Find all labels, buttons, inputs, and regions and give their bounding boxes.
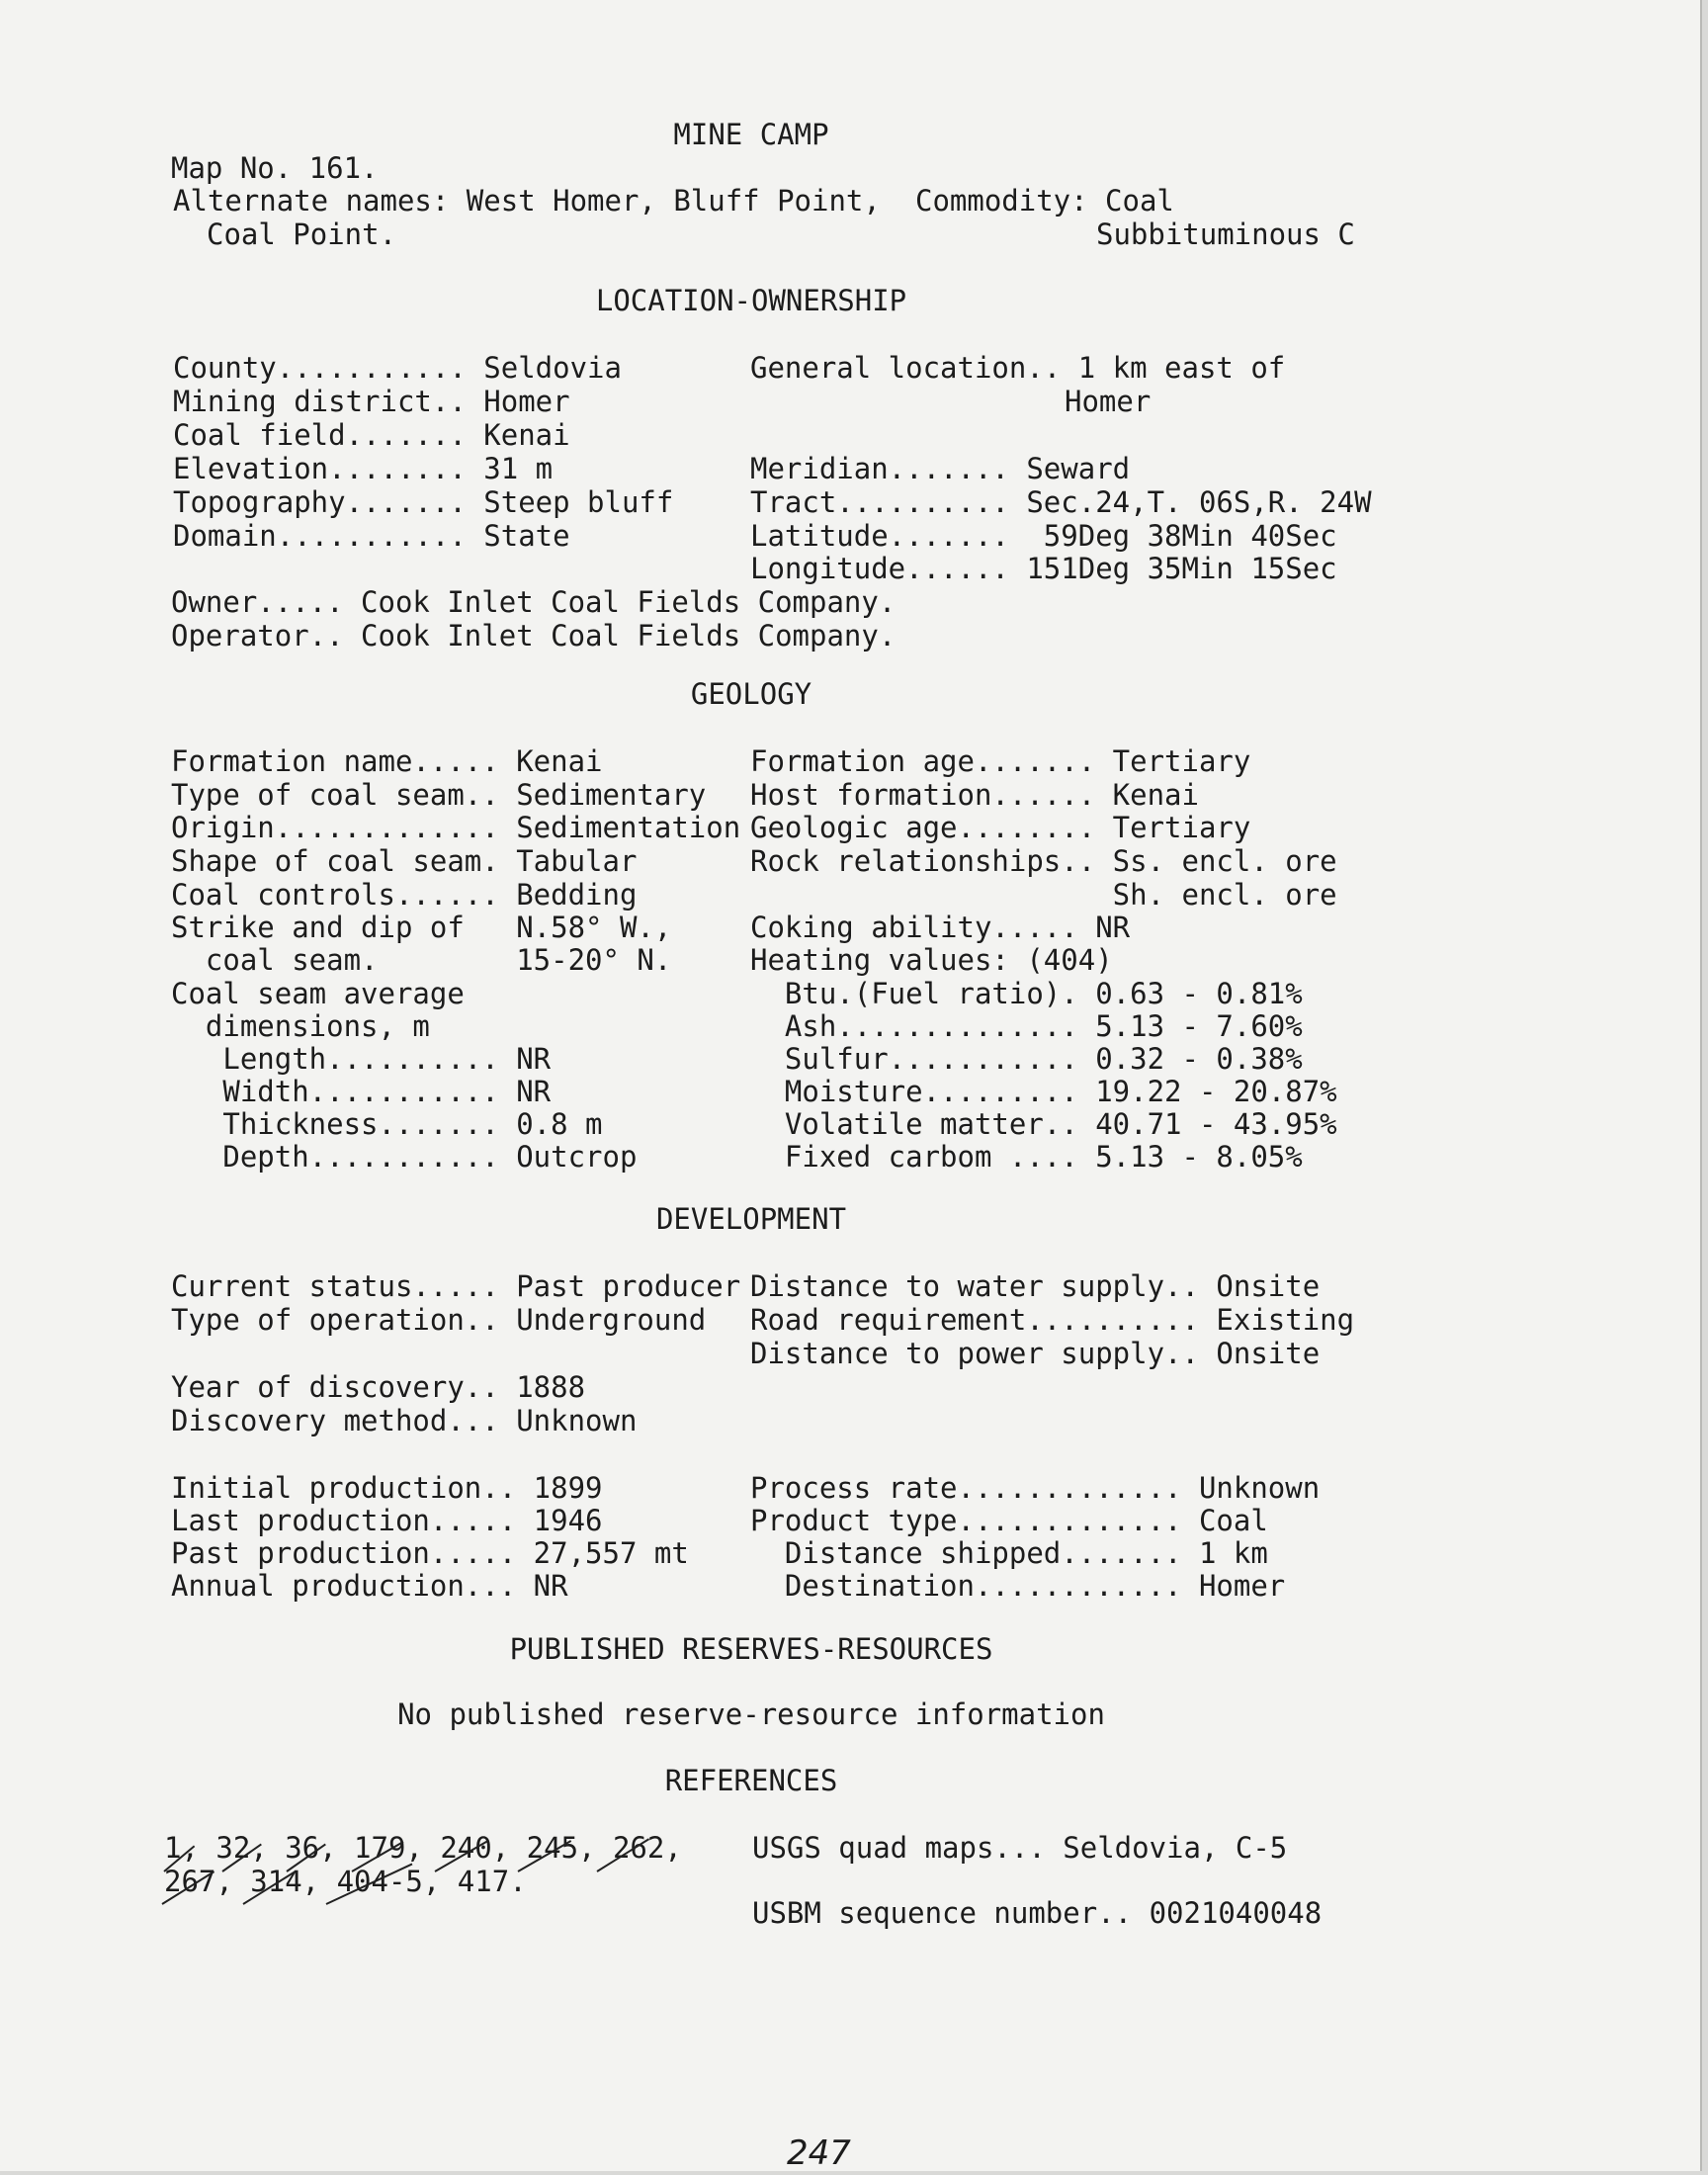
- geology-field: Depth........... Outcrop: [171, 1140, 638, 1174]
- development-field: Distance to water supply.. Onsite: [750, 1269, 1321, 1303]
- geology-field: Coking ability..... NR: [750, 911, 1131, 944]
- location-heading: LOCATION-OWNERSHIP: [595, 284, 907, 317]
- general-location-cont: Homer: [1065, 385, 1152, 418]
- geology-field: Thickness....... 0.8 m: [171, 1107, 603, 1141]
- development-field: Year of discovery.. 1888: [171, 1370, 586, 1404]
- location-field: Longitude...... 151Deg 35Min 15Sec: [750, 552, 1337, 585]
- geology-field: Sh. encl. ore: [750, 878, 1337, 912]
- references-heading: REFERENCES: [664, 1764, 838, 1797]
- development-field: Discovery method... Unknown: [171, 1404, 638, 1437]
- geology-field: Sulfur........... 0.32 - 0.38%: [750, 1042, 1303, 1076]
- commodity: Commodity: Coal: [915, 184, 1174, 218]
- location-field: Meridian....... Seward: [750, 452, 1131, 485]
- page-title: MINE CAMP: [673, 118, 829, 151]
- geology-field: Moisture......... 19.22 - 20.87%: [750, 1075, 1337, 1108]
- location-field: County........... Seldovia: [173, 351, 622, 385]
- geology-field: Fixed carbom .... 5.13 - 8.05%: [750, 1140, 1303, 1174]
- geology-field: Coal controls...... Bedding: [171, 878, 638, 912]
- geology-field: Volatile matter.. 40.71 - 43.95%: [750, 1107, 1337, 1141]
- page-number: 247: [787, 2133, 851, 2173]
- development-field: Road requirement.......... Existing: [750, 1303, 1355, 1337]
- geology-field: Rock relationships.. Ss. encl. ore: [750, 844, 1337, 878]
- location-field: Tract.......... Sec.24,T. 06S,R. 24W: [750, 485, 1372, 519]
- development-field: Process rate............. Unknown: [750, 1471, 1321, 1505]
- development-field: Distance to power supply.. Onsite: [750, 1337, 1321, 1370]
- development-field: Past production..... 27,557 mt: [171, 1536, 689, 1570]
- general-location: General location.. 1 km east of: [750, 351, 1286, 385]
- geology-field: Geologic age........ Tertiary: [750, 811, 1251, 844]
- geology-field: Coal seam average: [171, 977, 465, 1010]
- geology-field: Host formation...... Kenai: [750, 778, 1199, 812]
- geology-heading: GEOLOGY: [690, 677, 812, 711]
- reference-list-line1: 1, 32, 36, 179, 240, 245, 262,: [164, 1831, 682, 1865]
- location-field: Domain........... State: [173, 519, 570, 553]
- alternate-names-cont: Coal Point.: [207, 218, 397, 251]
- development-field: Initial production.. 1899: [171, 1471, 603, 1505]
- geology-field: dimensions, m: [171, 1009, 430, 1043]
- geology-field: Shape of coal seam. Tabular: [171, 844, 638, 878]
- development-field: Annual production... NR: [171, 1569, 568, 1603]
- development-field: Last production..... 1946: [171, 1504, 603, 1537]
- development-field: Current status..... Past producer: [171, 1269, 741, 1303]
- location-field: Coal field....... Kenai: [173, 418, 570, 452]
- operator: Operator.. Cook Inlet Coal Fields Company.: [171, 619, 897, 652]
- development-field: Type of operation.. Underground: [171, 1303, 707, 1337]
- alternate-names: Alternate names: West Homer, Bluff Point,: [173, 184, 881, 218]
- location-field: Mining district.. Homer: [173, 385, 570, 418]
- reserves-heading: PUBLISHED RESERVES-RESOURCES: [509, 1632, 993, 1666]
- geology-field: coal seam. 15-20° N.: [171, 943, 672, 977]
- geology-field: Heating values: (404): [750, 943, 1113, 977]
- usgs-quad-maps: USGS quad maps... Seldovia, C-5: [752, 1831, 1288, 1865]
- geology-field: Origin............. Sedimentation: [171, 811, 741, 844]
- reference-list-line2: 267, 314, 404-5, 417.: [164, 1865, 527, 1898]
- commodity-rank: Subbituminous C: [1096, 218, 1355, 251]
- development-heading: DEVELOPMENT: [655, 1202, 847, 1236]
- location-field: Elevation........ 31 m: [173, 452, 554, 485]
- location-field: Topography....... Steep bluff: [173, 485, 674, 519]
- map-number: Map No. 161.: [171, 151, 379, 185]
- usbm-sequence-number: USBM sequence number.. 0021040048: [752, 1896, 1323, 1930]
- owner: Owner..... Cook Inlet Coal Fields Company.: [171, 585, 897, 619]
- geology-field: Type of coal seam.. Sedimentary: [171, 778, 707, 812]
- geology-field: Formation name..... Kenai: [171, 744, 603, 778]
- geology-field: Formation age....... Tertiary: [750, 744, 1251, 778]
- development-field: Distance shipped....... 1 km: [750, 1536, 1268, 1570]
- geology-field: Strike and dip of N.58° W.,: [171, 911, 672, 944]
- reserves-text: No published reserve-resource information: [397, 1697, 1105, 1731]
- location-field: Latitude....... 59Deg 38Min 40Sec: [750, 519, 1337, 553]
- development-field: Product type............. Coal: [750, 1504, 1268, 1537]
- geology-field: Btu.(Fuel ratio). 0.63 - 0.81%: [750, 977, 1303, 1010]
- development-field: Destination............ Homer: [750, 1569, 1286, 1603]
- geology-field: Ash.............. 5.13 - 7.60%: [750, 1009, 1303, 1043]
- geology-field: Length.......... NR: [171, 1042, 552, 1076]
- geology-field: Width........... NR: [171, 1075, 552, 1108]
